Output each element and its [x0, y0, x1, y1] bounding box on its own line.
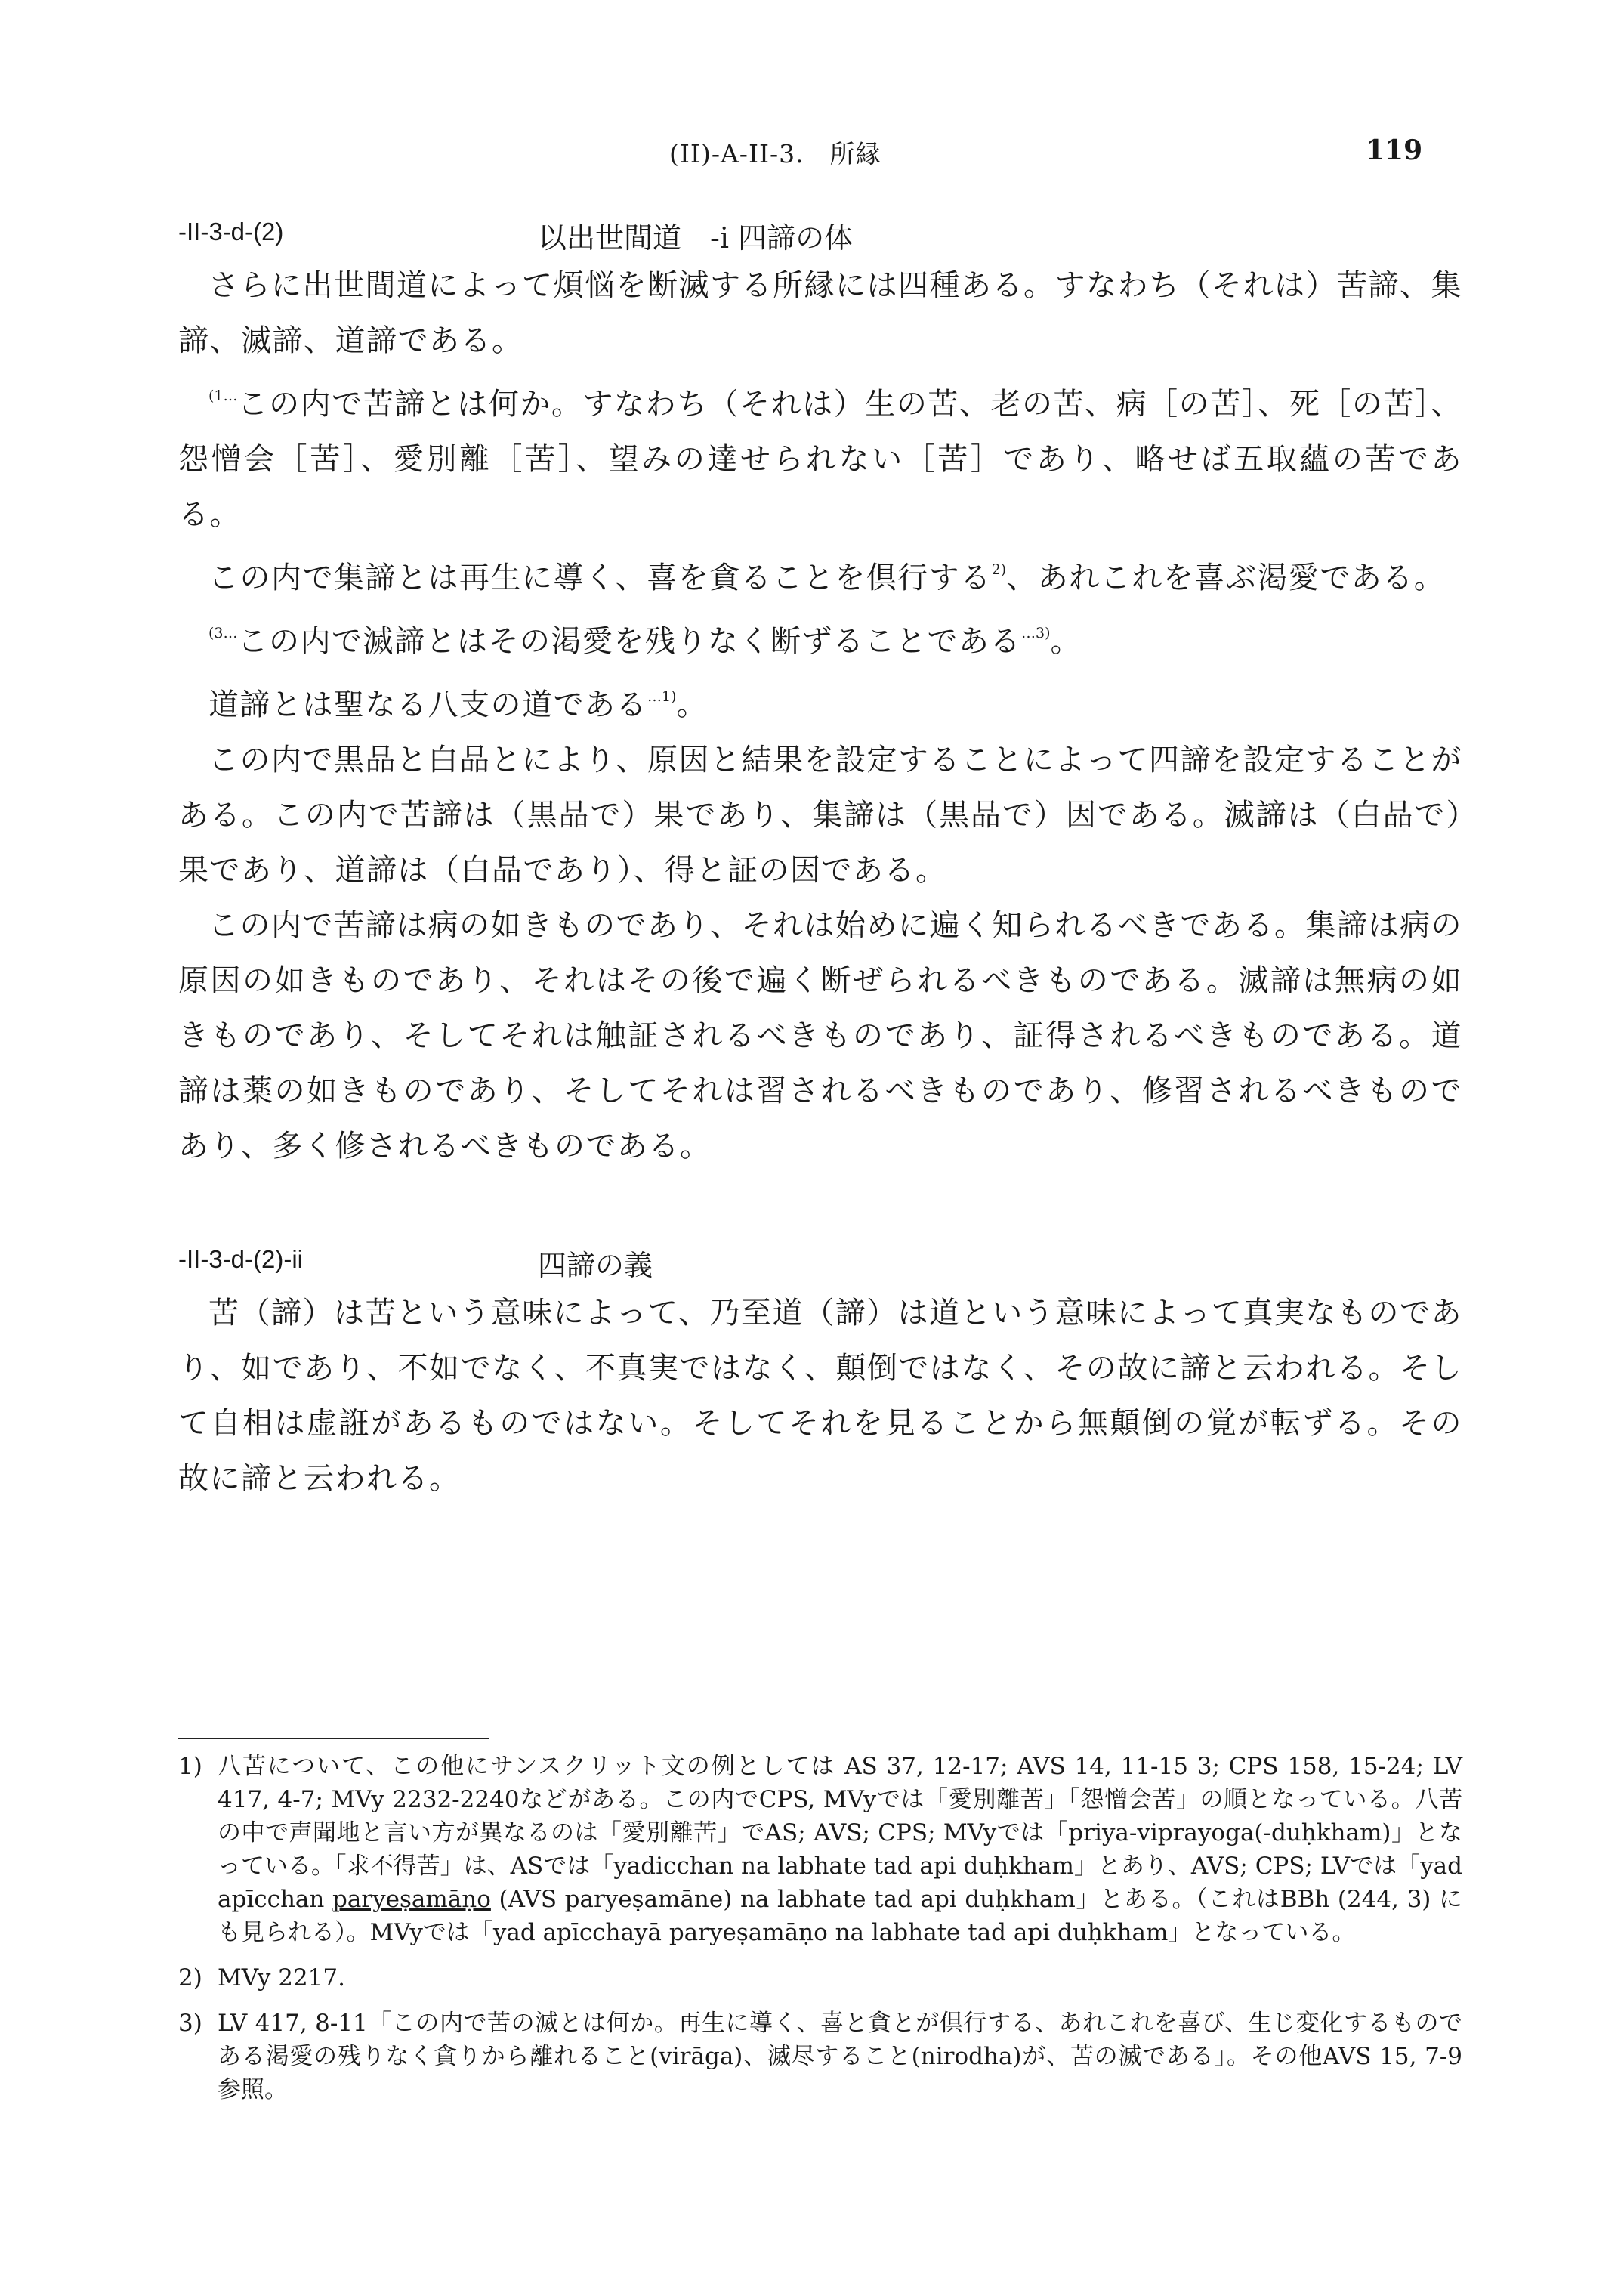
paragraph: 道諦とは聖なる八支の道である$^{\dots 1)}$。 [208, 688, 709, 722]
page-number: 119 [1366, 134, 1423, 166]
underlined-term: paryeṣamāṇo [332, 1886, 491, 1913]
paragraph: さらに出世間道によって煩悩を断滅する所縁には四種ある。すなわち（それは）苦諦、集諦、滅諦、道諦である。 [178, 268, 1462, 358]
paragraph: この内で集諦とは再生に導く、喜を貪ることを倶行する$^{2)}$、あれこれを喜ぶ渇愛である。 [208, 561, 1446, 595]
section-heading [178, 213, 1462, 258]
note-marker: (3… [208, 625, 238, 641]
footnote-number: 1) [178, 1753, 202, 1780]
running-head [0, 134, 1624, 172]
footnote-number: 3) [178, 2010, 202, 2037]
footnote: 2) MVy 2217. [178, 1961, 1462, 1995]
footnote-number: 2) [178, 1964, 202, 1992]
section-four-truths-body [178, 213, 1462, 1174]
paragraph: $^{(1\dots}$この内で苦諦とは何か。すなわち（それは）生の苦、老の苦、病［の苦］、死［の苦］、怨憎会［苦］、愛別離［苦］、望みの達せられない［苦］であり、略せば五取蘊の苦である。 [178, 387, 1462, 532]
paragraph: $^{(3\dots}$この内で滅諦とはその渇愛を残りなく断ずることである$^{\dots 3)}$。 [208, 624, 1082, 659]
footnote: 1) 八苦について、この他にサンスクリット文の例としては AS 37, 12-17; AVS 14, 11-15 3; CPS 158, 15-24; LV 417, 4-7; MVy 2232-2240などがある。この内でCPS, MVyでは「愛別離苦」「怨憎会苦」の順となっている。八苦の中で声聞地と言い方が異なるのは「愛別離苦」でAS; AVS; CPS; MVyでは「priya-viprayoga(-duḥkham)」となっている。「求不得苦」は、ASでは「yadicchan na labhate tad api duḥkham」とあり、AVS; CPS; LVでは「yad apīcchan paryeṣamāṇo (AVS paryeṣamāne) na labhate tad api duḥkham」とある。（これはBBh (244, 3) にも見られる）。MVyでは「yad apīcchayā paryeṣamāṇo na labhate tad api duḥkham」となっている。 [178, 1750, 1462, 1949]
section-number: -II-3-d-(2)-ii [178, 1245, 303, 1273]
note-marker: …3) [1021, 625, 1051, 641]
paragraph: この内で苦諦は病の如きものであり、それは始めに遍く知られるべきである。集諦は病の原因の如きものであり、それはその後で遍く断ぜられるべきものである。滅諦は無病の如きものであり、そしてそれは触証されるべきものであり、証得されるべきものである。道諦は薬の如きものであり、そしてそれは習されるべきものであり、修習されるべきものであり、多く修されるべきものである。 [178, 908, 1462, 1163]
paragraph: この内で黒品と白品とにより、原因と結果を設定することによって四諦を設定することがある。この内で苦諦は（黒品で）果であり、集諦は（黒品で）因である。滅諦は（白品で）果であり、道諦は（白品であり）、得と証の因である。 [178, 743, 1462, 888]
paragraph: 苦（諦）は苦という意味によって、乃至道（諦）は道という意味によって真実なものであり、如であり、不如でなく、不真実ではなく、顛倒ではなく、その故に諦と云われる。そして自相は虚誑があるものではない。そしてそれを見ることから無顛倒の覚が転ずる。その故に諦と云われる。 [178, 1296, 1462, 1496]
section-heading [178, 1241, 1462, 1286]
footnotes [178, 1750, 1462, 2118]
note-marker: 2) [991, 561, 1007, 578]
section-number: -II-3-d-(2) [178, 218, 284, 246]
running-head-title: (II)-A-II-3. 所縁 [669, 139, 881, 168]
note-marker: (1… [208, 388, 238, 404]
section-title: 四諦の義 [538, 1249, 653, 1282]
note-marker: …1) [647, 688, 677, 705]
footnote: 3) LV 417, 8-11「この内で苦の滅とは何か。再生に導く、喜と貪とが倶行する、あれこれを喜び、生じ変化するものである渇愛の残りなく貪りから離れること(virāga)、滅尽すること(nirodha)が、苦の滅である」。その他AVS 15, 7-9 参照。 [178, 2007, 1462, 2106]
footnote-divider [178, 1738, 489, 1739]
section-meaning-of-truths [178, 1241, 1462, 1506]
section-title: 以出世間道 -i 四諦の体 [538, 221, 854, 255]
